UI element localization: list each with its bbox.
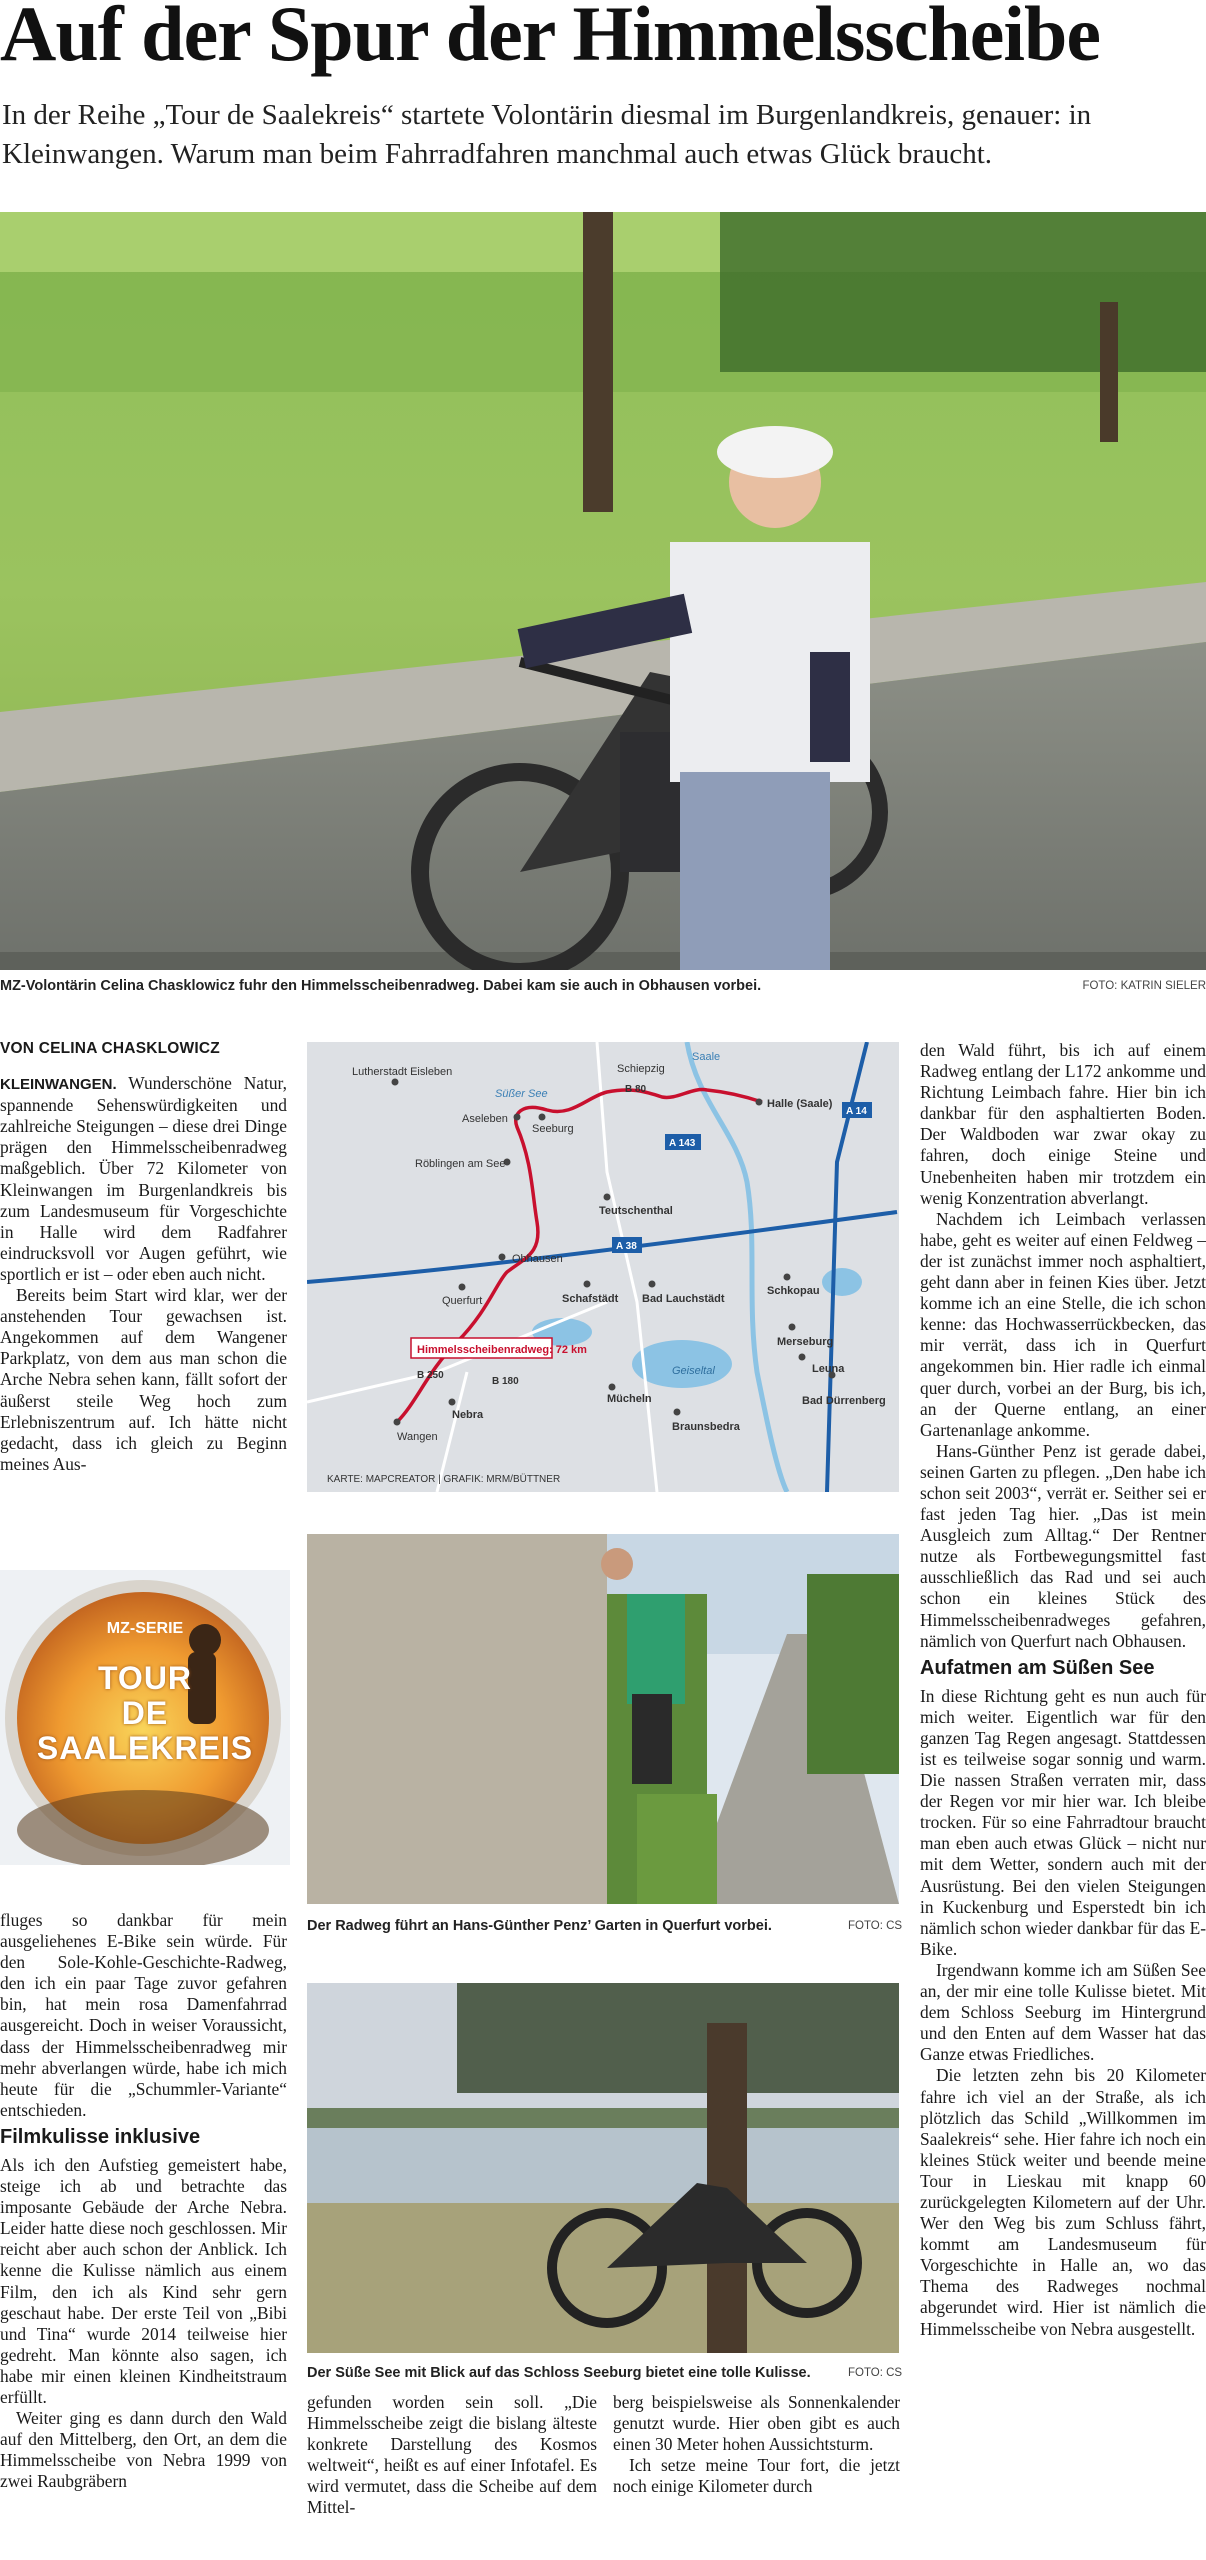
paragraph: berg beispielsweise als Sonnenkalender genutzt wurde. Hier oben gibt es auch einen 30 Meter hohen Aussichtsturm.: [613, 2392, 900, 2455]
paragraph: Die letzten zehn bis 20 Kilometer fahre ich viel an der Straße, als ich plötzlich das Schild „Willkommen im Saalekreis“ sehe. Hier fahre ich noch ein kleines Stück weiter und beende meine Tour in Lieskau mit knapp 60 zurückgelegten Kilometern auf der Uhr. Wer den Weg bis zum Schluss fährt, kommt am Landesmuseum für Vorgeschichte in Halle an, wo das Thema des Radweges nochmal abgerundet wird. Hier ist nämlich die Himmelsscheibe von Nebra ausgestellt.: [920, 2065, 1206, 2339]
column-3-bottom: [613, 2392, 900, 2497]
dateline: KLEINWANGEN.: [0, 1076, 117, 1094]
main-photo-caption: MZ-Volontärin Celina Chasklowicz fuhr den Himmelsscheibenradweg. Dabei kam sie auch in Obhausen vorbei.: [0, 978, 762, 994]
series-title-line-1: TOUR: [97, 1660, 193, 1696]
paragraph: Hans-Günther Penz ist gerade dabei, seinen Garten zu pflegen. „Den habe ich schon seit 2003“, verrät er. Seither sei er fast jeden Tag hier. „Das ist mein Ausgleich zum Alltag.“ Der Rentner nutze als Fortbewegungsmittel fast ausschließlich das Rad und sei auch schon ein kleines Stück des Himmelsscheibenradweges gefahren, nämlich von Querfurt nach Obhausen.: [920, 1440, 1206, 1651]
garden-photo-caption: Der Radweg führt an Hans-Günther Penz’ Garten in Querfurt vorbei.: [307, 1918, 772, 1934]
column-4: [920, 1040, 1206, 2340]
map-road: A 14: [846, 1106, 867, 1117]
main-photo-credit: FOTO: KATRIN SIELER: [1082, 980, 1206, 992]
headline: Auf der Spur der Himmelsscheibe: [0, 0, 1101, 77]
subheading: Aufatmen am Süßen See: [920, 1656, 1155, 1679]
series-title-line-2: DE: [121, 1695, 169, 1731]
lake-photo: [307, 1983, 899, 2353]
map-road: B 80: [625, 1084, 647, 1095]
map-credit: KARTE: MAPCREATOR | GRAFIK: MRM/BÜTTNER: [327, 1474, 561, 1485]
map-place: Saale: [692, 1051, 721, 1063]
map-place: Teutschenthal: [599, 1205, 673, 1217]
geiseltal-lake: [632, 1340, 732, 1388]
map-route-label: Himmelsscheibenradweg: 72 km: [417, 1344, 587, 1356]
column-1-bottom: [0, 1910, 287, 2492]
paragraph: Weiter ging es dann durch den Wald auf den Mittelberg, den Ort, an dem die Himmelsscheibe von Nebra 1999 von zwei Raubgräbern: [0, 2408, 287, 2492]
map-place: Seeburg: [532, 1123, 574, 1135]
map-road: A 38: [616, 1241, 637, 1252]
map-place: Aseleben: [462, 1113, 508, 1125]
map-place: Halle (Saale): [767, 1098, 833, 1110]
route-map: [307, 1042, 899, 1492]
series-logo: [0, 1570, 290, 1865]
map-place: Wangen: [397, 1431, 438, 1443]
lake-photo-credit: FOTO: CS: [848, 2367, 903, 2379]
map-road: B 180: [492, 1376, 519, 1387]
map-place: Bad Lauchstädt: [642, 1293, 725, 1305]
map-place: Merseburg: [777, 1336, 834, 1348]
column-2-bottom: [307, 2392, 597, 2519]
column-1-top: [0, 1038, 287, 1475]
main-photo: [0, 212, 1206, 970]
map-road: B 250: [417, 1370, 444, 1381]
paragraph: Nachdem ich Leimbach verlassen habe, geht es weiter auf einen Feldweg – der ist zunächst immer noch asphaltiert, geht dann aber in feinen Kies über. Jetzt komme ich an eine Stelle, die ich schon kenne: das Hochwasserrückbecken, das mir verrät, dass ich in Querfurt angekommen bin. Hier radle ich einmal quer durch, vorbei an der Burg, bis ich, an der Querne entlang, an einer Gartenanlage ankomme.: [920, 1208, 1206, 1440]
paragraph: In diese Richtung geht es nun auch für mich weiter. Eigentlich war für den ganzen Tag Regen angesagt. Stattdessen ist es teilweise sogar sonnig und warm. Die nassen Straßen verraten mir, dass der Regen vor mir hier war. Ich bleibe trocken. Für so eine Fahrradtour braucht man eben auch etwas Glück – nicht nur mit dem Wetter, sondern auch mit der Ausrüstung. Bei den vielen Steigungen in Kuckenburg und Esperstedt bin ich nämlich schon wieder dankbar für das E-Bike.: [920, 1685, 1206, 1959]
paragraph: gefunden worden sein soll. „Die Himmelsscheibe zeigt die bislang älteste konkrete Darstellung des Kosmos weltweit“, heißt es auf einer Infotafel. Es wird vermutet, dass die Scheibe auf dem Mittel-: [307, 2392, 597, 2518]
map-place: Mücheln: [607, 1393, 652, 1405]
map-place: Obhausen: [512, 1253, 563, 1265]
map-place: Röblingen am See: [415, 1158, 506, 1170]
paragraph: Wunderschöne Natur, spannende Sehenswürdigkeiten und zahlreiche Steigungen – diese drei Dinge prägen den Himmelsscheibenradweg maßgeblich. Über 72 Kilometer von Kleinwangen im Burgenlandkreis bis zum Landesmuseum für Vorgeschichte in Halle wird dem Radfahrer eindrucksvoll vor Augen geführt, wie sportlich er ist – oder eben auch nicht.: [0, 1073, 287, 1284]
map-place: Schafstädt: [562, 1293, 619, 1305]
map-place: Bad Dürrenberg: [802, 1395, 886, 1407]
paragraph: Bereits beim Start wird klar, wer der anstehenden Tour gewachsen ist. Angekommen auf dem Wangener Parkplatz, von dem aus man schon die Arche Nebra sehen kann, fällt sofort der äußerst steile Weg hoch zum Erlebniszentrum auf. Ich hätte nicht gedacht, dass ich gleich zu Beginn meines Aus-: [0, 1285, 287, 1474]
map-place: Nebra: [452, 1409, 484, 1421]
map-place: Schkopau: [767, 1285, 820, 1297]
garden-photo-credit: FOTO: CS: [848, 1920, 903, 1932]
map-place: Schiepzig: [617, 1063, 665, 1075]
lake-photo-caption: Der Süße See mit Blick auf das Schloss Seeburg bietet eine tolle Kulisse.: [307, 2365, 811, 2381]
map-place: Geiseltal: [672, 1365, 715, 1377]
map-place: Querfurt: [442, 1295, 483, 1307]
paragraph: Ich setze meine Tour fort, die jetzt noch einige Kilometer durch: [613, 2455, 900, 2497]
map-place: Lutherstadt Eisleben: [352, 1066, 453, 1078]
map-road: A 143: [669, 1138, 696, 1149]
byline: VON CELINA CHASKLOWICZ: [0, 1040, 220, 1057]
subheading: Filmkulisse inklusive: [0, 2125, 201, 2148]
map-place: Leuna: [812, 1363, 845, 1375]
series-title-line-3: SAALEKREIS: [36, 1730, 254, 1766]
lead-text: In der Reihe „Tour de Saalekreis“ startete Volontärin diesmal im Burgenlandkreis, genauer: in Kleinwangen. Warum man beim Fahrradfahren manchmal auch etwas Glück braucht.: [2, 99, 1092, 170]
cyclist-photo-illustration: [0, 212, 1206, 970]
series-kicker: MZ-SERIE: [106, 1620, 184, 1637]
garden-photo: [307, 1534, 899, 1904]
map-place: Süßer See: [495, 1088, 548, 1100]
paragraph: fluges so dankbar für mein ausgeliehenes E-Bike sein würde. Für den Sole-Kohle-Geschichte-Radweg, den ich ein paar Tage zuvor gefahren bin, hat mein rosa Damenfahrrad ausgereicht. Doch in weiser Voraussicht, dass der Himmelsscheibenradweg mir mehr abverlangen würde, habe ich mich heute für die „Schummler-Variante“ entschieden.: [0, 1910, 287, 2120]
paragraph: Als ich den Aufstieg gemeistert habe, steige ich ab und betrachte das imposante Gebäude der Arche Nebra. Leider hatte diese noch geschlossen. Mir reicht aber auch schon der Anblick. Ich kenne die Kulisse nämlich aus einem Film, den ich als Kind sehr gern geschaut habe. Der erste Teil von „Bibi und Tina“ wurde 2014 teilweise hier gedreht. Man könnte also sagen, ich habe mir einen kleinen Kindheitstraum erfüllt.: [0, 2154, 287, 2407]
map-place: Braunsbedra: [672, 1421, 740, 1433]
paragraph: Irgendwann komme ich am Süßen See an, der mir eine tolle Kulisse bietet. Mit dem Schloss Seeburg im Hintergrund und den Enten auf dem Wasser hat das Ganze etwas Friedliches.: [920, 1959, 1206, 2065]
paragraph: den Wald führt, bis ich auf einem Radweg entlang der L172 ankomme und Richtung Leimbach fahre. Hier bin ich dankbar für den asphaltierten Boden. Der Waldboden war zwar okay zu fahren, doch einige Steine und Unebenheiten haben mir trotzdem ein wenig Konzentration abverlangt.: [920, 1040, 1206, 1208]
